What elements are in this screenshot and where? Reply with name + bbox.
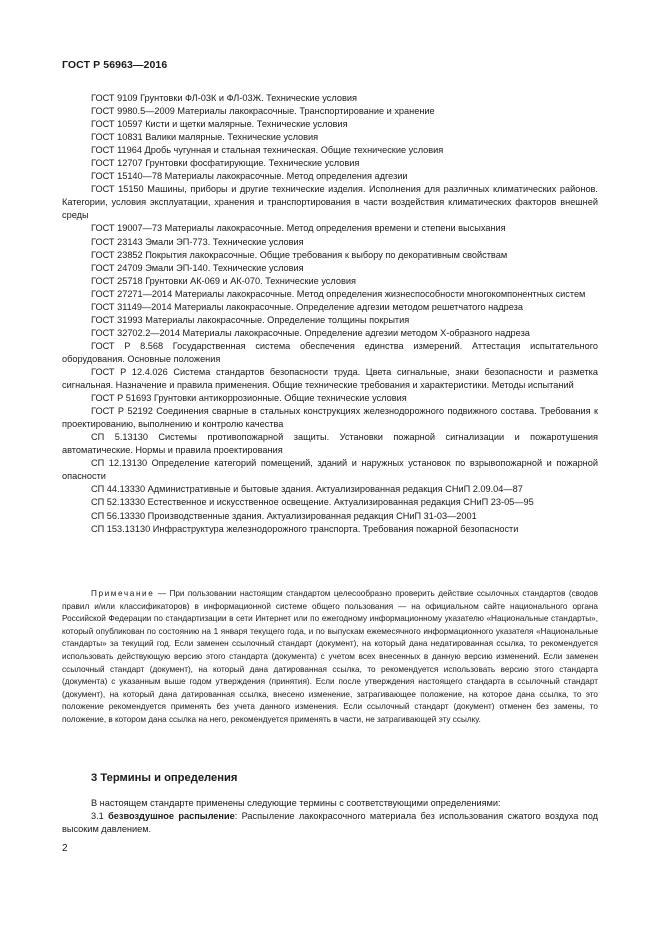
reference-item: ГОСТ Р 12.4.026 Система стандартов безопасности труда. Цвета сигнальные, знаки безопасности и разметка сигнальная. Назначение и правила применения. Общие технические требования и характеристики. Методы испытаний bbox=[62, 366, 598, 391]
section-heading: 3 Термины и определения bbox=[91, 772, 238, 784]
reference-item: ГОСТ 23143 Эмали ЭП-773. Технические условия bbox=[91, 236, 304, 247]
reference-item: ГОСТ 23852 Покрытия лакокрасочные. Общие требования к выбору по декоративным свойствам bbox=[91, 249, 508, 260]
reference-item: ГОСТ 10597 Кисти и щетки малярные. Технические условия bbox=[91, 119, 348, 130]
section-intro: В настоящем стандарте применены следующие термины с соответствующими определениями: bbox=[91, 798, 501, 808]
reference-item: СП 56.13330 Производственные здания. Актуализированная редакция СНиП 31-03—2001 bbox=[91, 510, 477, 521]
reference-item: ГОСТ 19007—73 Материалы лакокрасочные. Метод определения времени и степени высыхания bbox=[91, 223, 506, 234]
standard-code-header: ГОСТ Р 56963—2016 bbox=[62, 59, 168, 71]
reference-item: ГОСТ 9109 Грунтовки ФЛ-03К и ФЛ-03Ж. Технические условия bbox=[91, 93, 357, 103]
reference-item: ГОСТ 27271—2014 Материалы лакокрасочные. Метод определения жизнеспособности многокомпонентных систем bbox=[91, 288, 586, 299]
reference-item: СП 52.13330 Естественное и искусственное освещение. Актуализированная редакция СНиП 23-05—95 bbox=[91, 497, 534, 508]
reference-item: ГОСТ 31149—2014 Материалы лакокрасочные. Определение адгезии методом решетчатого надреза bbox=[91, 301, 523, 312]
reference-item: ГОСТ 24709 Эмали ЭП-140. Технические условия bbox=[91, 262, 304, 273]
normative-references-list bbox=[62, 92, 598, 536]
page-number: 2 bbox=[62, 843, 68, 854]
term-definition bbox=[62, 810, 598, 836]
note-block bbox=[62, 588, 598, 727]
reference-item: ГОСТ 9980.5—2009 Материалы лакокрасочные. Транспортирование и хранение bbox=[91, 106, 435, 117]
note-text: При пользовании настоящим стандартом целесообразно проверить действие ссылочных стандартов (сводов правил и/или классификаторов) в информационной системе общего пользования — на официальном сайте национального органа Российской Федерации по стандартизации в сети Интернет или по ежегодному информационному указателю «Национальные стандарты», который опубликован по состоянию на 1 января текущего года, и по выпускам ежемесячного информационного указателя «Национальные стандарты» за текущий год. Если заменен ссылочный стандарт (документ), на который дана недатированная ссылка, то рекомендуется использовать действующую версию этого стандарта (документа) с учетом всех внесенных в данную версию изменений. Если заменен ссылочный стандарт (документ), на который дана датированная ссылка, то рекомендуется использовать версию этого стандарта (документа) с указанным выше годом утверждения (принятия). Если после утверждения настоящего стандарта в ссылочный стандарт (документ), на который дана датированная ссылка, внесено изменение, затрагивающее положение, на которое дана ссылка, то это положение рекомендуется применять без учета данного изменения. Если ссылочный стандарт (документ) отменен без замены, то положение, в котором дана ссылка на него, рекомендуется применять в части, не затрагивающей эту ссылку. bbox=[62, 589, 598, 724]
reference-item: ГОСТ 32702.2—2014 Материалы лакокрасочные. Определение адгезии методом Х-образного надреза bbox=[91, 327, 530, 338]
reference-item: ГОСТ 15140—78 Материалы лакокрасочные. Метод определения адгезии bbox=[91, 171, 408, 182]
reference-item: ГОСТ 11964 Дробь чугунная и стальная техническая. Общие технические условия bbox=[91, 145, 444, 156]
reference-item: ГОСТ 31993 Материалы лакокрасочные. Определение толщины покрытия bbox=[91, 314, 410, 325]
reference-item: СП 12.13130 Определение категорий помещений, зданий и наружных установок по взрывопожарной и пожарной опасности bbox=[62, 458, 598, 482]
term-name: безвоздушное распыление bbox=[108, 811, 235, 821]
term-number: 3.1 bbox=[91, 811, 109, 821]
reference-item: ГОСТ Р 8.568 Государственная система обеспечения единства измерений. Аттестация испытательного оборудования. Основные положения bbox=[62, 340, 598, 364]
section-body bbox=[62, 797, 598, 836]
term-definition-text: : Распыление лакокрасочного материала без использования сжатого воздуха под высоким давлением. bbox=[62, 811, 598, 834]
reference-item: ГОСТ 10831 Валики малярные. Технические условия bbox=[91, 132, 319, 143]
reference-item: ГОСТ 25718 Грунтовки АК-069 и АК-070. Технические условия bbox=[91, 275, 356, 286]
reference-item: ГОСТ 15150 Машины, приборы и другие технические изделия. Исполнения для различных климатических районов. Категории, условия эксплуатации, хранения и транспортирования в части воздействия климатических факторов внешней среды bbox=[62, 184, 598, 221]
reference-item: СП 153.13130 Инфраструктура железнодорожного транспорта. Требования пожарной безопасности bbox=[91, 523, 519, 534]
note-dash: — bbox=[154, 589, 170, 598]
note-label: Примечание bbox=[91, 589, 155, 598]
note-paragraph bbox=[62, 588, 598, 727]
reference-item: ГОСТ 12707 Грунтовки фосфатирующие. Технические условия bbox=[91, 158, 360, 169]
reference-item: СП 5.13130 Системы противопожарной защиты. Установки пожарной сигнализации и пожаротушения автоматические. Нормы и правила проектирования bbox=[62, 432, 598, 456]
reference-item: СП 44.13330 Административные и бытовые здания. Актуализированная редакция СНиП 2.09.04—87 bbox=[91, 484, 523, 495]
reference-item: ГОСТ Р 52192 Соединения сварные в стальных конструкциях железнодорожного подвижного состава. Требования к проектированию, выполнению и контролю качества bbox=[62, 406, 598, 430]
reference-item: ГОСТ Р 51693 Грунтовки антикоррозионные. Общие технические условия bbox=[91, 393, 407, 404]
